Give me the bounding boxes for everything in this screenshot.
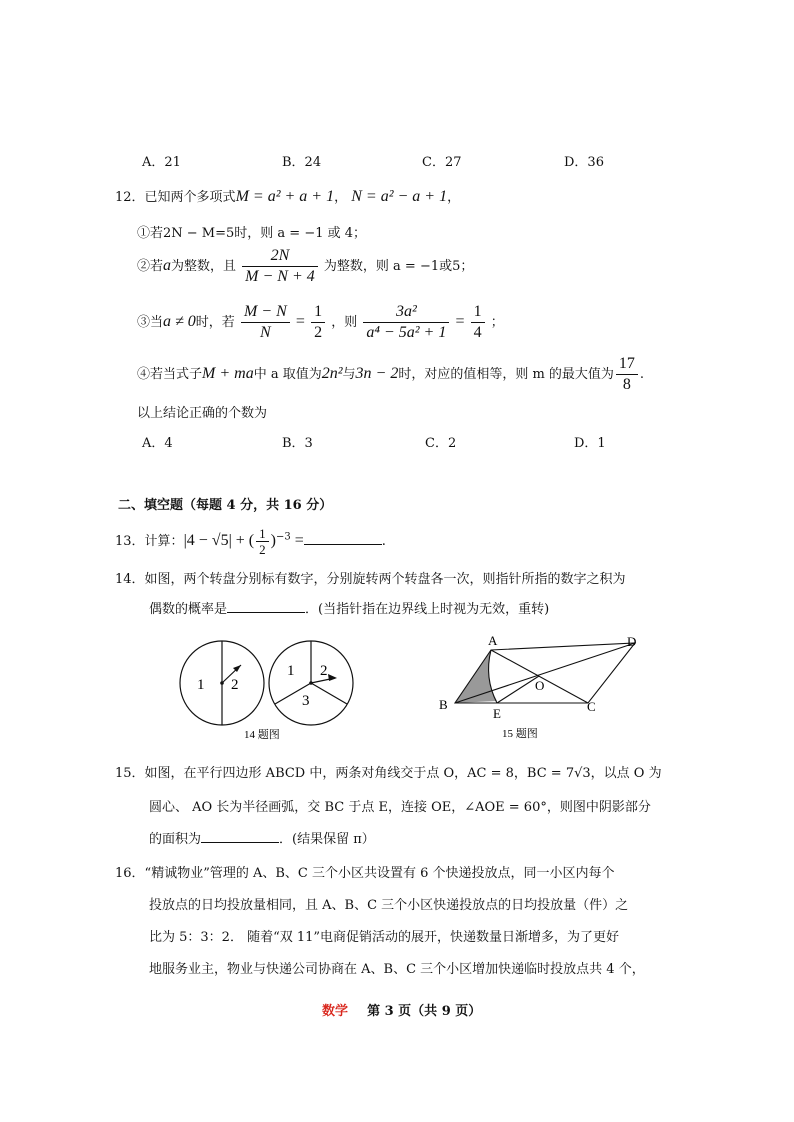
q15-line2: 圆心、 AO 长为半径画弧，交 BC 于点 E，连接 OE，∠AOE = 60°，则图中阴影部分	[149, 800, 651, 815]
q15-line3-b: ．(结果保留 π）	[279, 832, 375, 847]
q12-s3-frac2	[311, 302, 325, 343]
q12-s3-num3: 3a²	[363, 302, 449, 323]
q12-s4-den: 8	[622, 376, 631, 393]
q15-number: 15．	[115, 766, 145, 781]
q12-statement-1: ①若2N − M=5时，则 a = −1 或 4；	[137, 226, 367, 241]
q16-line3: 比为 5：3：2． 随着“双 11”电商促销活动的展开，快递数量日渐增多，为了更好	[149, 930, 620, 945]
footer-page: 第 3 页（共 9 页）	[367, 1004, 482, 1019]
q14-line1	[115, 568, 626, 587]
q12-s3-den2: 2	[314, 324, 323, 341]
q13-den: 2	[259, 542, 266, 557]
q12-s4-a: ④若当式子	[137, 367, 203, 382]
fig15-label-e: E	[493, 706, 501, 721]
q12-conclusion: 以上结论正确的个数为	[137, 406, 268, 421]
q12-s2-fraction	[242, 246, 318, 287]
q13-num: 1	[256, 526, 269, 542]
q12-number: 12．	[115, 190, 145, 205]
q14-answer-blank[interactable]	[227, 598, 305, 613]
q15-line1-text: 如图，在平行四边形 ABCD 中，两条对角线交于点 O，AC = 8，BC = 7√3，以点 O 为	[144, 766, 662, 781]
q12-s3-c: ，则	[331, 315, 358, 330]
q12-s3-num2: 1	[311, 302, 325, 323]
spinner-2-label-1: 1	[287, 663, 295, 679]
spinner-1-label-2: 2	[231, 677, 239, 693]
shaded-region	[455, 650, 497, 703]
q11-option-d: D．36	[564, 155, 604, 170]
q13-expr-a: |4 − √5| + (	[183, 532, 255, 549]
q11-option-c: C．27	[422, 155, 462, 170]
q12-s2-b: 为整数，且	[171, 259, 237, 274]
figure-14-caption: 14 题图	[244, 729, 280, 741]
q12-s3-frac4	[471, 302, 485, 343]
q12-s4-v1: 2n²	[321, 365, 343, 382]
q15-line3	[149, 828, 375, 847]
q14-line2-b: ．(当指针指在边界线上时视为无效，重转)	[305, 602, 550, 617]
q13-number: 13．	[115, 534, 145, 549]
fig15-label-a: A	[488, 633, 498, 648]
q13-fraction	[256, 526, 269, 557]
q14-line1-text: 如图，两个转盘分别标有数字，分别旋转两个转盘各一次，则指针所指的数字之积为	[144, 572, 626, 587]
q13-answer-blank[interactable]	[304, 530, 382, 545]
spinner-2	[269, 641, 353, 725]
footer-subject: 数学	[322, 1004, 349, 1019]
q12-s3-den1: N	[260, 324, 271, 341]
figure-15-parallelogram	[439, 633, 636, 721]
spinner-2-label-2: 2	[320, 663, 328, 679]
q12-s4-b: 中 a 取值为	[253, 367, 322, 382]
q12-s4-e: .	[639, 367, 645, 382]
fig15-label-o: O	[535, 678, 545, 693]
q11-option-a: A．21	[142, 155, 181, 170]
q12-option-a: A．4	[142, 436, 173, 451]
q14-line2-a: 偶数的概率是	[149, 602, 228, 617]
q12-s3-den4: 4	[473, 324, 482, 341]
q12-option-d: D．1	[574, 436, 606, 451]
q12-s2-num: 2N	[242, 246, 318, 267]
q13-expr-b: )	[270, 532, 276, 549]
fig15-label-b: B	[439, 697, 448, 712]
q12-option-b: B．3	[282, 436, 313, 451]
q12-stem-text: 已知两个多项式	[144, 190, 236, 205]
spinner-1	[180, 641, 264, 725]
q12-end: ，	[447, 190, 461, 205]
q15-answer-blank[interactable]	[201, 828, 279, 843]
q15-line3-a: 的面积为	[149, 832, 202, 847]
q14-number: 14．	[115, 572, 145, 587]
page-footer	[322, 1000, 481, 1019]
q12-n-expr: N = a² − a + 1	[351, 188, 448, 205]
q16-line1-text: “精诚物业”管理的 A、B、C 三个小区共设置有 6 个快递投放点，同一小区内每个	[144, 866, 615, 881]
q12-sep: ，	[334, 190, 348, 205]
q12-s3-den3: a⁴ − 5a² + 1	[366, 324, 447, 341]
q12-s2-den: M − N + 4	[245, 268, 315, 285]
q12-s4-c: 与	[342, 367, 356, 382]
q12-option-c: C．2	[425, 436, 457, 451]
q12-statement-4	[137, 354, 644, 395]
q12-s3-num1: M − N	[241, 302, 290, 323]
spinner-2-label-3: 3	[302, 693, 310, 709]
q12-s3-eq2: =	[455, 313, 465, 330]
q16-line2: 投放点的日均投放量相同，且 A、B、C 三个小区快递投放点的日均投放量（件）之	[149, 898, 629, 913]
section-2-title: 二、填空题（每题 4 分，共 16 分）	[118, 498, 333, 513]
q12-s2-a: ②若	[137, 259, 164, 274]
q12-s3-b: 时，若	[195, 315, 235, 330]
q12-stem	[115, 186, 460, 206]
spinner-1-label-1: 1	[197, 677, 205, 693]
q12-statement-2	[137, 246, 473, 287]
q12-s3-eq1: =	[295, 313, 305, 330]
q16-line1	[115, 862, 615, 881]
q13-expr-c: =	[290, 532, 304, 549]
q13-text-a: 计算：	[144, 534, 184, 549]
q12-s3-frac1	[241, 302, 290, 343]
q12-s3-a: ③当	[137, 315, 164, 330]
q12-s3-frac3	[363, 302, 449, 343]
q12-s4-expr: M + ma	[202, 365, 254, 382]
q12-s4-v2: 3n − 2	[355, 365, 399, 382]
q12-s2-var: a	[163, 257, 172, 274]
q14-line2	[149, 598, 549, 617]
q13-text-b: .	[381, 534, 386, 549]
q12-s2-c: 为整数，则 a = −1或5；	[323, 259, 474, 274]
q13	[115, 526, 386, 557]
fig15-label-d: D	[627, 634, 637, 649]
q12-s3-num4: 1	[471, 302, 485, 323]
q11-option-b: B．24	[282, 155, 322, 170]
q12-s4-num: 17	[616, 354, 638, 375]
figures	[0, 630, 794, 750]
q16-number: 16．	[115, 866, 145, 881]
q12-s3-d: ；	[490, 315, 504, 330]
q12-statement-3	[137, 302, 504, 343]
q12-m-expr: M = a² + a + 1	[235, 188, 335, 205]
q16-line4: 地服务业主，物业与快递公司协商在 A、B、C 三个小区增加快递临时投放点共 4 个，	[149, 962, 645, 977]
q12-s4-d: 时，对应的值相等，则 m 的最大值为	[398, 367, 614, 382]
fig15-label-c: C	[587, 699, 596, 714]
figure-15-caption: 15 题图	[502, 728, 538, 740]
q12-s4-fraction	[616, 354, 638, 395]
q12-s3-cond: a ≠ 0	[163, 313, 196, 330]
q15-line1	[115, 762, 662, 781]
q13-exponent: −3	[275, 531, 291, 543]
